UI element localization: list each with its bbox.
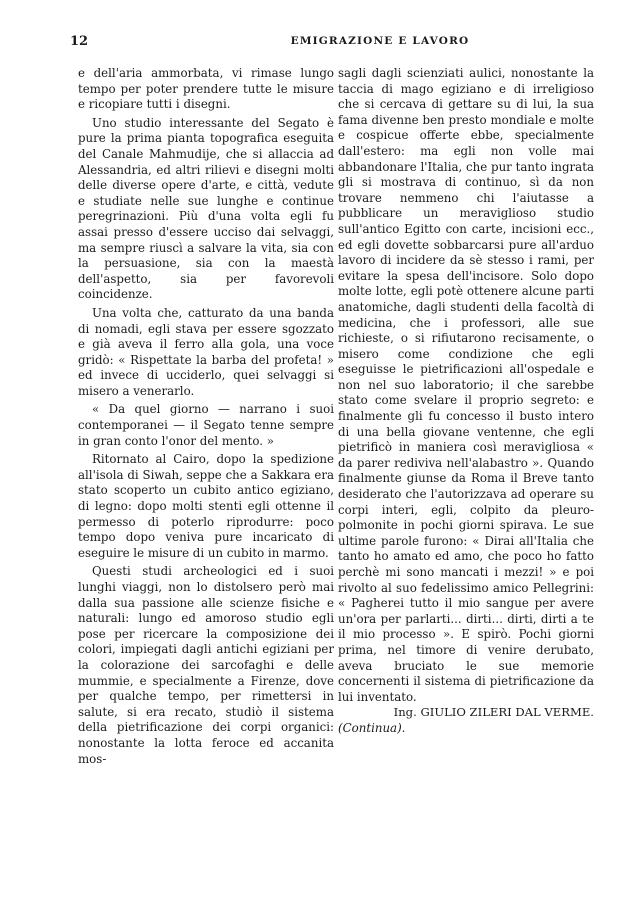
right-column bbox=[338, 66, 594, 737]
left-column bbox=[78, 66, 334, 767]
page-number: 12 bbox=[70, 34, 89, 49]
page-header bbox=[70, 34, 596, 50]
paragraph: Una volta che, catturato da una banda di nomadi, egli stava per essere sgozzato e già aveva il ferro alla gola, una voce gridò: « Rispettate la barba del profeta! » ed invece di ucciderlo, quei selvaggi si misero a venerarlo. bbox=[78, 305, 334, 398]
paragraph: Uno studio interessante del Segato è pure la prima pianta topografica eseguita del Canale Mahmudije, che si allaccia ad Alessandria, ed altri rilievi e disegni molti delle diverse opere d'arte, e città, vedute e studiate nelle sue lunghe e continue peregrinazioni. Più d'una volta egli fu assai presso d'essere ucciso dai selvaggi, ma sempre riuscì a salvare la vita, sia con la persuasione, sia con la maestà dell'aspetto, sia per favorevoli coincidenze. bbox=[78, 115, 334, 302]
paragraph: « Da quel giorno — narrano i suoi contemporanei — il Segato tenne sempre in gran conto l'onor del mento. » bbox=[78, 402, 334, 448]
paragraph: Ritornato al Cairo, dopo la spedizione all'isola di Siwah, seppe che a Sakkara era stato scoperto un cubito antico egiziano, di legno: dopo molti stenti egli ottenne il permesso di poterlo riprodurre: poco tempo dopo veniva pure incaricato di eseguire le misure di un cubito in marmo. bbox=[78, 452, 334, 560]
running-title: EMIGRAZIONE E LAVORO bbox=[290, 35, 470, 47]
paragraph: Questi studi archeologici ed i suoi lunghi viaggi, non lo distolsero però mai dalla sua passione alle scienze fisiche e naturali: lungo ed amoroso studio egli pose per ricercare la composizione dei colori, impiegati dagli antichi egiziani per la colorazione dei sarcofaghi e delle mummie, e specialmente a Firenze, dove per qualche tempo, per rimettersi in salute, si era recato, studiò il sistema della pietrificazione dei corpi organici: nonostante la lotta feroce ed accanita mos- bbox=[78, 564, 334, 766]
author-signature: Ing. GIULIO ZILERI DAL VERME. bbox=[393, 705, 594, 720]
paragraph: sagli dagli scienziati aulici, nonostante la taccia di mago egiziano e di irreligioso che si cercava di gettare su di lui, la sua fama divenne ben presto mondiale e molte e cospicue offerte ebbe, specialmente dall'estero: ma egli non volle mai abbandonare l'Italia, che pur tanto ingrata gli si mostrava di continuo, sì da non trovare nemmeno chi l'aiutasse a pubblicare un meraviglioso studio sull'antico Egitto con carte, incisioni ecc., ed egli dovette sobbarcarsi pure all'arduo lavoro di incidere da sè stesso i rami, per evitare la spesa dell'incisore. Solo dopo molte lotte, egli potè ottenere alcune parti anatomiche, dagli studenti della facoltà di medicina, che i professori, alle sue richieste, o si rifiutarono recisamente, o misero come condizione che egli eseguisse le pietrificazioni all'ospedale e non nel suo laboratorio; il che sarebbe stato come svelare il proprio segreto: e finalmente gli fu concesso il busto intero di una bella giovane ventenne, che egli pietrificò in maniera così meravigliosa « da parer rediviva nell'alabastro ». Quando finalmente giunse da Roma il Breve tanto desiderato che l'autorizzava ad operare su corpi interi, egli, colpito da pleuro-polmonite in pochi giorni spirava. Le sue ultime parole furono: « Dirai all'Italia che tanto ho amato ed amo, che poco ho fatto perchè mi sono mancati i mezzi! » e poi rivolto al suo fedelissimo amico Pellegrini: « Pagherei tutto il mio sangue per avere un'ora per parlarti... dirti... dirti, dirti a te il mio processo ». E spirò. Pochi giorni prima, nel timore di venire derubato, aveva bruciato le sue memorie concernenti il sistema di pietrificazione da lui inventato. bbox=[338, 66, 594, 704]
continua-note: (Continua). bbox=[338, 720, 406, 735]
paragraph: e dell'aria ammorbata, vi rimase lungo tempo per poter prendere tutte le misure e ricopiare tutti i disegni. bbox=[78, 66, 334, 112]
